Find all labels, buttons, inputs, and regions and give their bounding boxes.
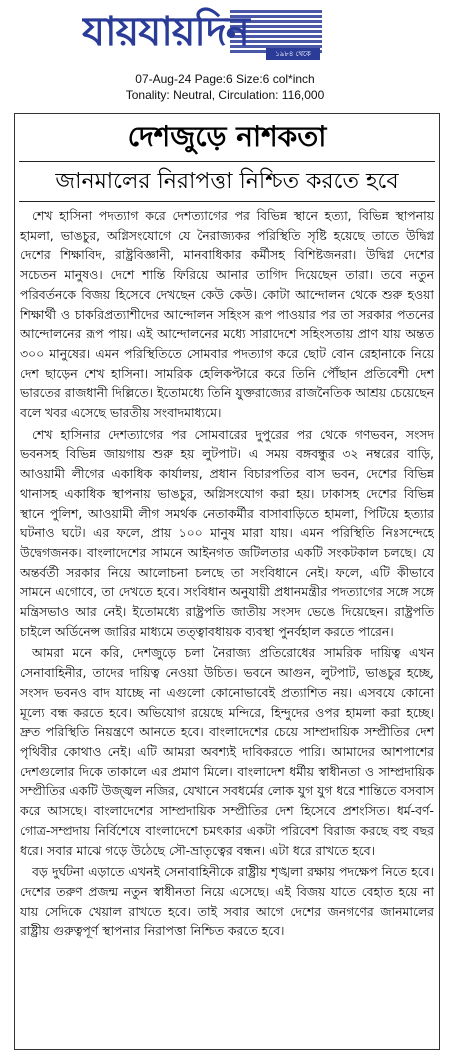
article-headline: দেশজুড়ে নাশকতা — [127, 120, 327, 153]
article-body — [20, 206, 434, 1046]
masthead — [0, 0, 450, 64]
article-subheadline: জানমালের নিরাপত্তা নিশ্চিত করতে হবে — [55, 169, 399, 194]
clipping-meta-line: 07-Aug-24 Page:6 Size:6 col*inch — [135, 72, 315, 86]
article-clipping — [14, 113, 440, 1050]
clipping-meta-line-2: Tonality: Neutral, Circulation: 116,000 — [125, 88, 325, 102]
headline-divider — [19, 161, 435, 162]
article-paragraph: শেখ হাসিনার দেশত্যাগের পর সোমবারের দুপুরের পর থেকে গণভবন, সংসদ ভবনসহ বিভিন্ন জায়গায় শুরু হয় লুটপাট। এ সময় বঙ্গবন্ধুর ৩২ নম্বরের বাড়ি, আওয়ামী লীগের একাধিক কার্যালয়, প্রধান বিচারপতির বাস ভবন, দেশের বিভিন্ন থানাসহ একাধিক স্থাপনায় ভাঙচুর, অগ্নিসংযোগ করা হয়। ঢাকাসহ দেশের বিভিন্ন স্থানে পুলিশ, আওয়ামী লীগ সমর্থক নেতাকর্মীর বাসাবাড়িতে হামলা, পিটিয়ে হত্যার ঘটনাও ঘটে। এর ফলে, প্রায় ১০০ মানুষ মারা যায়। এমন পরিস্থিতি নিঃসন্দেহে উদ্বেগজনক। বাংলাদেশের সামনে আইনগত জটিলতার একটি সংকটকাল চলছে। যে অন্তর্বর্তী সরকার নিয়ে আলোচনা চলছে তা সংবিধানে নেই। ফলে, এটি কীভাবে সামনে এগোবে, তা দেখতে হবে। সংবিধান অনুযায়ী প্রধানমন্ত্রীর পদত্যাগের সঙ্গে সঙ্গে মন্ত্রিসভাও আর নেই। ইতোমধ্যে রাষ্ট্রপতি জাতীয় সংসদ ভেঙে দিয়েছেন। রাষ্ট্রপতি চাইলে অর্ডিনেন্স জারির মাধ্যমে তত্ত্বাবধায়ক ব্যবস্থা পুনর্বহাল করতে পারেন। — [20, 426, 434, 639]
subheadline-divider — [19, 201, 435, 202]
article-paragraph: শেখ হাসিনা পদত্যাগ করে দেশত্যাগের পর বিভিন্ন স্থানে হত্যা, বিভিন্ন স্থাপনায় হামলা, ভাঙচুর, অগ্নিসংযোগে যে নৈরাজ্যকর পরিস্থিতি সৃষ্টি হয়েছে তাতে উদ্বিগ্ন দেশের শিক্ষাবিদ, রাষ্ট্রবিজ্ঞানী, মানবাধিকার কর্মীসহ বিশিষ্টজনরা। উদ্বিগ্ন দেশের সচেতন মানুষও। দেশে শান্তি ফিরিয়ে আনার তাগিদ দিয়েছেন তারা। তবে নতুন পরিবর্তনকে বিজয় হিসেবে দেখছেন কেউ কেউ। কোটা আন্দোলন থেকে শুরু হওয়া শিক্ষার্থী ও চাকরিপ্রত্যাশীদের আন্দোলন সহিংস রূপ পাওয়ার পর তা সরকার পতনের আন্দোলনের রূপ পায়। এই আন্দোলনের মধ্যে সারাদেশে সহিংসতায় প্রাণ যায় অন্তত ৩০০ মানুষের। এমন পরিস্থিতিতে সোমবার পদত্যাগ করে ছোট বোন রেহানাকে নিয়ে দেশ ছাড়েন শেখ হাসিনা। সামরিক হেলিকপ্টারে করে তিনি পৌঁছান প্রতিবেশী দেশ ভারতের রাজধানী দিল্লিতে। ইতোমধ্যে তিনি যুক্তরাজ্যের রাজনৈতিক আশ্রয় চেয়েছেন বলে খবর এসেছে ভারতীয় সংবাদমাধ্যমে। — [20, 208, 434, 421]
article-paragraph: বড় দুর্ঘটনা এড়াতে এখনই সেনাবাহিনীকে রাষ্ট্রীয় শৃঙ্খলা রক্ষায় পদক্ষেপ নিতে হবে। দেশের তরুণ প্রজন্ম নতুন স্বাধীনতা নিয়ে এসেছে। এই বিজয় যাতে বেহাত হয়ে না যায় সেদিকে খেয়াল রাখতে হবে। তাই সবার আগে দেশের জনগণের জানমালের রাষ্ট্রীয় গুরুত্বপূর্ণ স্থাপনার নিরাপত্তা নিশ্চিত করতে হবে। — [20, 864, 434, 939]
logo-text: যায়যায়দিন — [82, 9, 249, 55]
logo-tag: ১৯৮৪ থেকে — [266, 48, 320, 60]
article-paragraph: আমরা মনে করি, দেশজুড়ে চলা নৈরাজ্য প্রতিরোধের সামরিক দায়িত্ব এখন সেনাবাহিনীর, তাদের দায়িত্ব নেওয়া উচিত। ভবনে আগুন, লুটপাট, ভাঙচুর হচ্ছে, সংসদ ভবনও বাদ যাচ্ছে না এগুলো কোনোভাবেই প্রত্যাশিত নয়। এসবযে কোনো মূল্যে বন্ধ করতে হবে। অভিযোগ রয়েছে মন্দিরে, হিন্দুদের ওপর হামলা করা হচ্ছে। দ্রুত পরিস্থিতি নিয়ন্ত্রণে আনতে হবে। বাংলাদেশের চেয়ে সাম্প্রদায়িক সম্প্রীতির দেশ পৃথিবীর কোথাও নেই। এটি আমরা অবশ্যই দাবিকরতে পারি। আমাদের আশপাশের দেশগুলোর দিকে তাকালে এর প্রমাণ মিলে। বাংলাদেশ ধর্মীয় স্বাধীনতা ও সাম্প্রদায়িক সম্প্রীতির একটি উজ্জ্বল নজির, যেখানে সবধর্মের লোক যুগ যুগ ধরে শান্তিতে বসবাস করে আসছে। বাংলাদেশের সাম্প্রদায়িক সম্প্রীতির দেশ হিসেবে প্রশংসিত। ধর্ম-বর্ণ-গোত্র-সম্প্রদায় নির্বিশেষে বাংলাদেশে চমৎকার একটা পরিবেশ বিরাজ করছে বহু বছর ধরে। সবার মাঝে গড়ে উঠেছে সৌ-ভ্রাতৃত্বের বন্ধন। এটা ধরে রাখতে হবে। — [20, 645, 434, 858]
newspaper-logo — [82, 6, 318, 58]
